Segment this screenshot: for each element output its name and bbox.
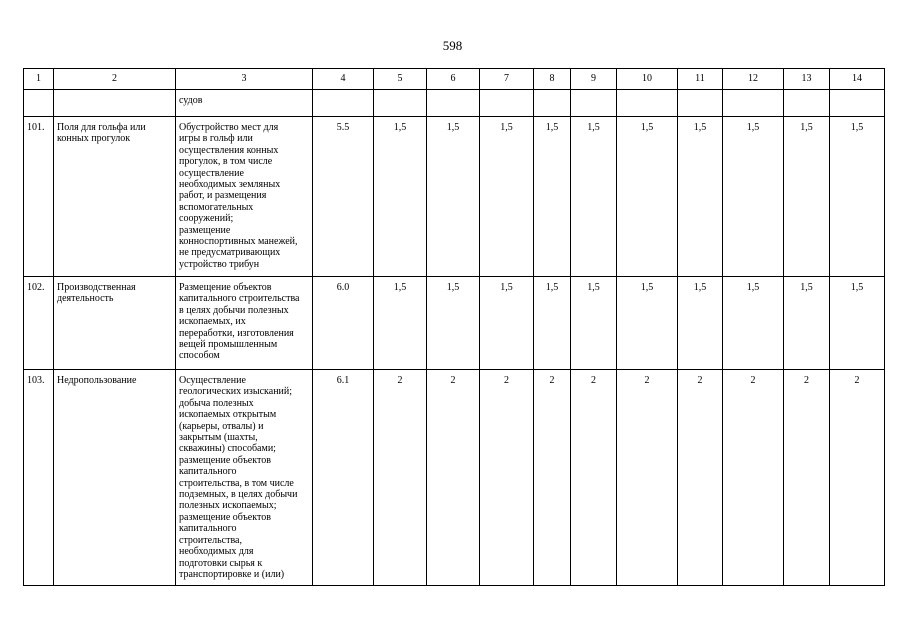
value-cell: 1,5	[723, 117, 784, 277]
use-name-line: конных прогулок	[57, 133, 131, 145]
table-cell	[534, 90, 571, 117]
description-line: капитального	[179, 523, 237, 535]
header-cell: 11	[678, 69, 723, 90]
table-cell	[617, 90, 678, 117]
land-use-table	[23, 68, 885, 586]
use-name-cell	[54, 277, 176, 370]
description-line: транспортировке и (или)	[179, 568, 285, 580]
header-cell: 8	[534, 69, 571, 90]
value-cell: 1,5	[374, 277, 427, 370]
description-line: устройство трибун	[179, 258, 260, 270]
value-cell: 1,5	[617, 277, 678, 370]
table-header-row	[24, 69, 885, 90]
value-cell: 2	[480, 370, 534, 586]
value-cell: 1,5	[480, 277, 534, 370]
description-line: игры в гольф или	[179, 133, 253, 145]
table-cell	[830, 90, 885, 117]
description-line: конноспортивных манежей,	[179, 236, 298, 248]
header-cell: 1	[24, 69, 54, 90]
header-cell: 10	[617, 69, 678, 90]
value-cell: 1,5	[784, 117, 830, 277]
value-cell: 1,5	[571, 117, 617, 277]
table-cell	[24, 90, 54, 117]
use-name-line: Поля для гольфа или	[57, 122, 146, 133]
value-cell: 1,5	[534, 117, 571, 277]
description-line: скважины) способами;	[179, 443, 276, 455]
description-line: осуществления конных	[179, 144, 279, 156]
header-cell: 6	[427, 69, 480, 90]
table-cell	[678, 90, 723, 117]
value-cell: 2	[830, 370, 885, 586]
value-cell: 1,5	[374, 117, 427, 277]
description-line: капитального строительства	[179, 293, 300, 305]
table-cell	[313, 90, 374, 117]
value-cell: 1,5	[427, 277, 480, 370]
row-number-cell: 101.	[24, 117, 54, 277]
description-line: не предусматривающих	[179, 247, 281, 259]
table-cell	[54, 90, 176, 117]
table-cell	[723, 90, 784, 117]
description-line: размещение объектов	[179, 511, 271, 523]
value-cell: 2	[678, 370, 723, 586]
value-cell: 1,5	[534, 277, 571, 370]
value-cell: 1,5	[784, 277, 830, 370]
header-cell: 12	[723, 69, 784, 90]
page-number: 598	[442, 38, 463, 53]
description-line: полезных ископаемых;	[179, 500, 277, 512]
value-cell: 2	[374, 370, 427, 586]
description-line: закрытым (шахты,	[179, 432, 258, 444]
use-code-cell: 6.1	[313, 370, 374, 586]
description-line: вспомогательных	[179, 201, 254, 213]
description-line: осуществление	[179, 167, 244, 179]
use-code-cell: 5.5	[313, 117, 374, 277]
value-cell: 2	[723, 370, 784, 586]
use-name-cell	[54, 370, 176, 586]
description-line: способом	[179, 350, 220, 362]
description-cell	[176, 117, 313, 277]
description-cell: судов	[176, 90, 313, 117]
value-cell: 1,5	[427, 117, 480, 277]
use-name-cell	[54, 117, 176, 277]
value-cell: 1,5	[723, 277, 784, 370]
continuation-row	[24, 90, 885, 117]
table-row	[24, 117, 885, 277]
table-body	[24, 117, 885, 586]
table-cell	[784, 90, 830, 117]
description-line: ископаемых, их	[179, 316, 246, 328]
row-number-cell: 103.	[24, 370, 54, 586]
description-line: геологических изысканий;	[179, 386, 293, 398]
description-line: размещение объектов	[179, 454, 271, 466]
description-line: строительства, в том числе	[179, 477, 294, 489]
value-cell: 2	[571, 370, 617, 586]
header-cell: 13	[784, 69, 830, 90]
description-line: подготовки сырья к	[179, 557, 263, 569]
description-line: прогулок, в том числе	[179, 156, 273, 168]
description-line: (карьеры, отвалы) и	[179, 420, 264, 432]
description-line: строительства,	[179, 534, 242, 546]
description-line: добыча полезных	[179, 397, 254, 409]
table-row	[24, 277, 885, 370]
value-cell: 2	[617, 370, 678, 586]
description-line: переработки, изготовления	[179, 327, 294, 339]
use-name-line: Производственная	[57, 282, 136, 293]
header-cell: 14	[830, 69, 885, 90]
description-line: размещение	[179, 224, 231, 236]
value-cell: 1,5	[830, 277, 885, 370]
value-cell: 2	[427, 370, 480, 586]
header-cell: 9	[571, 69, 617, 90]
value-cell: 2	[534, 370, 571, 586]
table-cell	[374, 90, 427, 117]
description-line: Обустройство мест для	[179, 122, 279, 133]
value-cell: 1,5	[480, 117, 534, 277]
description-line: Осуществление	[179, 375, 246, 386]
description-cell	[176, 370, 313, 586]
description-line: капитального	[179, 466, 237, 478]
row-number-cell: 102.	[24, 277, 54, 370]
use-name-line: Недропользование	[57, 375, 137, 386]
description-line: в целях добычи полезных	[179, 304, 289, 316]
table-cell	[427, 90, 480, 117]
header-cell: 4	[313, 69, 374, 90]
table-cell	[480, 90, 534, 117]
table-cell	[571, 90, 617, 117]
header-cell: 3	[176, 69, 313, 90]
value-cell: 1,5	[617, 117, 678, 277]
description-line: подземных, в целях добычи	[179, 489, 298, 501]
value-cell: 2	[784, 370, 830, 586]
value-cell: 1,5	[830, 117, 885, 277]
description-line: ископаемых открытым	[179, 409, 277, 421]
description-line: сооружений;	[179, 213, 234, 225]
header-cell: 2	[54, 69, 176, 90]
description-cell	[176, 277, 313, 370]
description-line: Размещение объектов	[179, 282, 272, 293]
value-cell: 1,5	[678, 277, 723, 370]
description-line: работ, и размещения	[179, 190, 267, 202]
value-cell: 1,5	[678, 117, 723, 277]
description-line: необходимых для	[179, 546, 254, 558]
description-line: необходимых земляных	[179, 179, 281, 191]
use-name-line: деятельность	[57, 293, 114, 305]
description-line: вещей промышленным	[179, 339, 278, 351]
use-code-cell: 6.0	[313, 277, 374, 370]
header-cell: 5	[374, 69, 427, 90]
value-cell: 1,5	[571, 277, 617, 370]
table-row	[24, 370, 885, 586]
header-cell: 7	[480, 69, 534, 90]
